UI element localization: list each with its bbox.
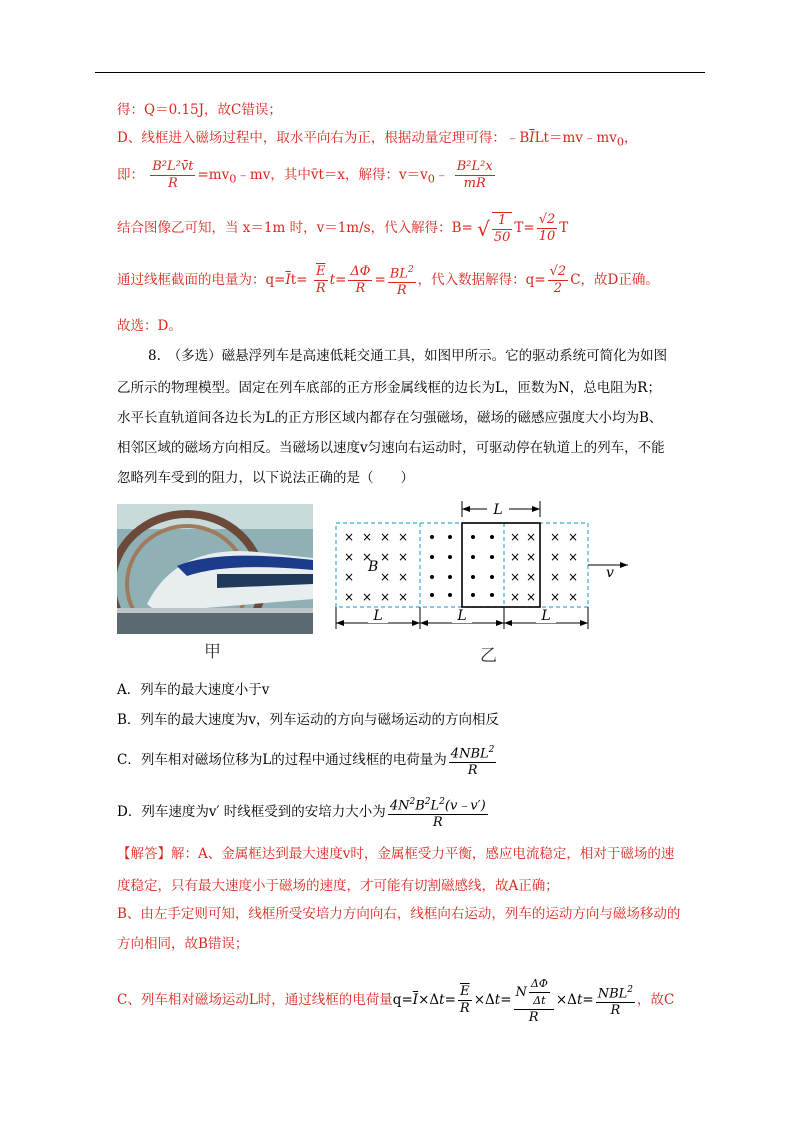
question-8-line-4: 相邻区域的磁场方向相反。当磁场以速度v匀速向右运动时，可驱动停在轨道上的列车，不能 xyxy=(117,440,665,456)
svg-text:×: × xyxy=(510,530,521,544)
svg-text:×: × xyxy=(526,530,537,544)
option-d: D．列车速度为v′ 时线框受到的安培力大小为 $\frac{4N^2B^2L^2(v﹣v')}{R}$ xyxy=(117,792,490,832)
text-line-4: 结合图像乙可知，当 x＝1m 时，v＝1m/s，代入解得：B= √ $\frac{1}{50}$ T= $\frac{√2}{10}$ T xyxy=(117,208,568,249)
label-v: v xyxy=(606,565,614,581)
label-L-3: L xyxy=(541,608,551,624)
fraction: $\frac{BL^2}{R}$ xyxy=(388,262,416,299)
label-B: B xyxy=(368,559,379,575)
text-line-1: 得：Q＝0.15J，故C错误； xyxy=(117,102,282,118)
fraction: N $\frac{\Delta\Phi}{\Delta t}$ R xyxy=(514,976,554,1026)
svg-text:×: × xyxy=(398,570,409,584)
fraction: $\frac{√2}{10}$ xyxy=(538,212,556,244)
fraction: $\frac{\Delta\Phi}{R}$ xyxy=(350,264,371,296)
answer-line-5: C、列车相对磁场运动L时，通过线框的电荷量$q=\overline{I}\times\Delta t=$ $\frac{\overline{E}}{R}$ ×Δt= N $\frac{\Delta\Phi}{\Delta t}$ R ×Δt= $\frac{NBL^2}{R}$ ，故C xyxy=(117,976,675,1025)
option-b: B．列车的最大速度为v，列车运动的方向与磁场运动的方向相反 xyxy=(117,712,500,728)
fraction: $\frac{\overline{E}}{R}$ xyxy=(315,264,326,296)
text-line-6: 故选：D。 xyxy=(117,318,182,334)
svg-text:×: × xyxy=(510,570,521,584)
question-8-line-5: 忽略列车受到的阻力，以下说法正确的是（ ） xyxy=(117,470,414,486)
answer-line-3: B、由左手定则可知，线框所受安培力方向向右，线框向右运动，列车的运动方向与磁场移动的 xyxy=(117,906,681,922)
question-8-line-1: 8. （多选）磁悬浮列车是高速低耗交通工具，如图甲所示。它的驱动系统可简化为如图 xyxy=(148,348,668,364)
fraction: $\frac{4NBL^2}{R}$ xyxy=(449,742,497,779)
fraction: $\frac{\overline{E}}{R}$ xyxy=(459,984,470,1016)
svg-text:×: × xyxy=(526,590,537,604)
answer-line-2: 度稳定，只有最大速度小于磁场的速度，才可能有切割磁感线，故A正确； xyxy=(117,878,559,894)
sqrt-icon: √ xyxy=(477,216,490,241)
svg-text:×: × xyxy=(550,570,561,584)
fraction: $\frac{NBL^2}{R}$ xyxy=(596,982,635,1019)
svg-text:×: × xyxy=(526,570,537,584)
answer-line-4: 方向相同，故B错误； xyxy=(117,936,249,952)
maglev-train-photo xyxy=(117,504,313,634)
fraction: $\frac{1}{50}$ xyxy=(493,212,511,245)
svg-text:×: × xyxy=(398,550,409,564)
fraction: $\frac{√2}{2}$ xyxy=(549,264,567,296)
question-8-line-2: 乙所示的物理模型。固定在列车底部的正方形金属线框的边长为L，匝数为N，总电阻为R； xyxy=(117,380,661,396)
label-L-top: L xyxy=(493,502,503,518)
text-line-2: D、线框进入磁场过程中，取水平向右为正，根据动量定理可得：$﹣B\overline{I}Lt=mv﹣mv_0$， xyxy=(117,130,638,149)
text-line-3: 即： $\frac{\text{B²L²v̄t}}{R}$ $=mv_0﹣mv$，其中v̄t＝x，解得：$v=v_0﹣$ $\frac{\text{B²L²x}}{mR}$ xyxy=(117,159,493,191)
svg-text:×: × xyxy=(362,590,373,604)
svg-text:×: × xyxy=(380,570,391,584)
i-bar: $\overline{I}$ xyxy=(529,130,535,146)
svg-text:×: × xyxy=(526,550,537,564)
svg-text:×: × xyxy=(550,550,561,564)
svg-text:×: × xyxy=(568,550,579,564)
svg-text:×: × xyxy=(344,530,355,544)
svg-text:×: × xyxy=(568,530,579,544)
svg-text:×: × xyxy=(398,530,409,544)
label-L-2: L xyxy=(457,608,467,624)
fraction: $\frac{\text{B²L²x}}{mR}$ xyxy=(456,159,493,191)
answer-line-1: 【解答】解：A、金属框达到最大速度v时，金属框受力平衡，感应电流稳定，相对于磁场的速 xyxy=(117,846,675,862)
i-bar: $\overline{I}$ xyxy=(285,272,291,288)
svg-text:×: × xyxy=(362,550,373,564)
svg-text:×: × xyxy=(550,530,561,544)
text-line-5: 通过线框截面的电量为：$q=\overline{I}t=$ $\frac{\overline{E}}{R}$ t= $\frac{\Delta\Phi}{R}$ = $\frac{BL^2}{R}$ ，代入数据解得：q= $\frac{√2}{2}$ C，故D正确。 xyxy=(117,260,659,300)
label-L-1: L xyxy=(373,608,383,624)
svg-text:×: × xyxy=(568,590,579,604)
svg-text:×: × xyxy=(550,590,561,604)
svg-text:×: × xyxy=(344,590,355,604)
option-c: C．列车相对磁场位移为L的过程中通过线框的电荷量为 $\frac{4NBL^2}{R}$ xyxy=(117,740,498,780)
svg-text:×: × xyxy=(380,550,391,564)
figure-caption-jia: 甲 xyxy=(204,642,221,662)
svg-text:×: × xyxy=(398,590,409,604)
magnetic-field-diagram xyxy=(330,495,630,635)
figure-caption-yi: 乙 xyxy=(480,646,497,666)
svg-text:×: × xyxy=(344,550,355,564)
maglev-train-illustration xyxy=(117,504,313,634)
option-a: A．列车的最大速度小于v xyxy=(117,682,270,698)
svg-text:×: × xyxy=(568,570,579,584)
question-8-line-3: 水平长直轨道间各边长为L的正方形区域内都存在匀强磁场，磁场的磁感应强度大小均为B、 xyxy=(117,410,663,426)
fraction: $\frac{\text{B²L²v̄t}}{R}$ xyxy=(152,159,194,191)
cross-marks-right xyxy=(510,530,578,604)
svg-text:×: × xyxy=(510,550,521,564)
svg-text:×: × xyxy=(380,530,391,544)
svg-text:×: × xyxy=(510,590,521,604)
fraction: $\frac{4N^2B^2L^2(v﹣v')}{R}$ xyxy=(388,794,488,831)
svg-text:×: × xyxy=(344,570,355,584)
header-rule xyxy=(95,72,705,73)
svg-text:×: × xyxy=(380,590,391,604)
svg-text:×: × xyxy=(362,530,373,544)
